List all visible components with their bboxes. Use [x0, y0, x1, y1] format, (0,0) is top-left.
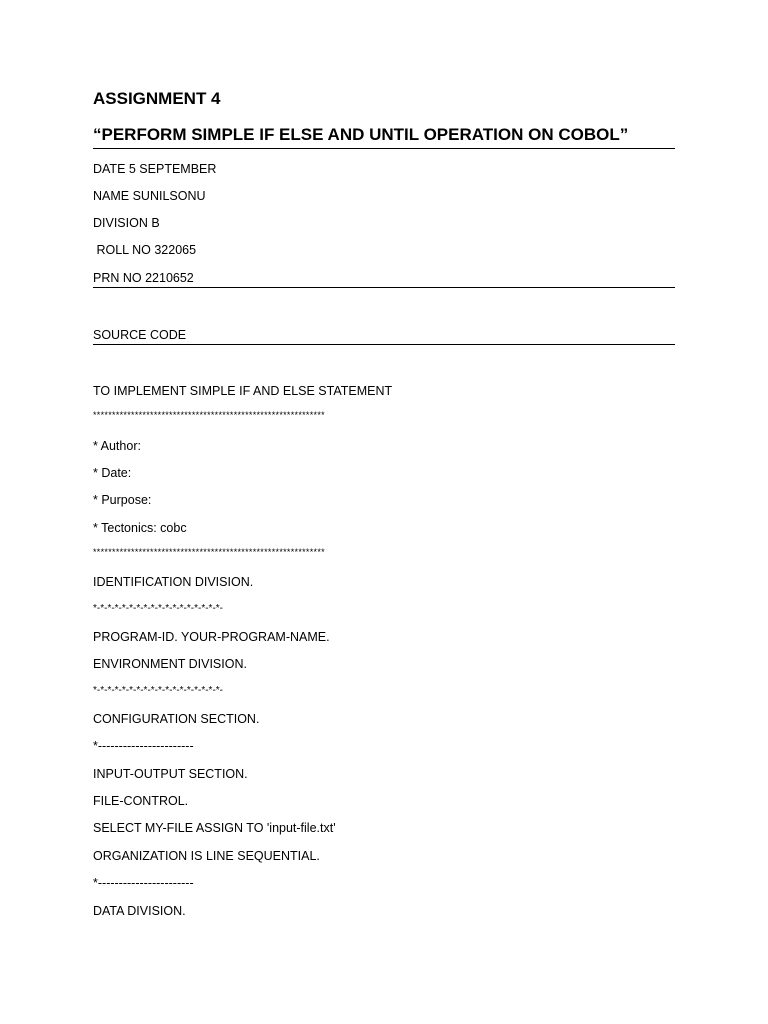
- code-date: * Date:: [93, 466, 132, 480]
- division-line: DIVISION B: [93, 216, 160, 230]
- code-author: * Author:: [93, 439, 141, 453]
- assignment-heading: ASSIGNMENT 4: [93, 89, 221, 108]
- code-data-division: DATA DIVISION.: [93, 904, 186, 918]
- code-file-control: FILE-CONTROL.: [93, 794, 189, 808]
- code-select: SELECT MY-FILE ASSIGN TO 'input-file.txt': [93, 821, 336, 835]
- code-dash-pattern-1: *-*-*-*-*-*-*-*-*-*-*-*-*-*-*-*-*-*-: [93, 603, 223, 614]
- code-organization: ORGANIZATION IS LINE SEQUENTIAL.: [93, 849, 320, 863]
- section-title: SOURCE CODE: [93, 328, 187, 342]
- prn-line: PRN NO 2210652: [93, 271, 194, 285]
- assignment-title: “PERFORM SIMPLE IF ELSE AND UNTIL OPERATION ON COBOL”: [93, 125, 629, 144]
- code-purpose: * Purpose:: [93, 493, 152, 507]
- name-line: NAME SUNILSONU: [93, 189, 206, 203]
- code-identification: IDENTIFICATION DIVISION.: [93, 575, 254, 589]
- code-input-output: INPUT-OUTPUT SECTION.: [93, 767, 248, 781]
- code-program-id: PROGRAM-ID. YOUR-PROGRAM-NAME.: [93, 630, 330, 644]
- code-star-line-2: *************************************************************: [93, 547, 325, 557]
- details-underline: [93, 287, 675, 288]
- section-underline: [93, 344, 675, 345]
- code-configuration: CONFIGURATION SECTION.: [93, 712, 260, 726]
- title-underline: [93, 148, 675, 149]
- code-environment: ENVIRONMENT DIVISION.: [93, 657, 247, 671]
- code-dash-line-2: *-----------------------: [93, 876, 194, 890]
- date-line: DATE 5 SEPTEMBER: [93, 162, 217, 176]
- code-dash-line-1: *-----------------------: [93, 739, 194, 753]
- code-star-line: *************************************************************: [93, 410, 325, 420]
- roll-line: ROLL NO 322065: [93, 243, 197, 257]
- code-intro: TO IMPLEMENT SIMPLE IF AND ELSE STATEMENT: [93, 384, 393, 398]
- code-tectonics: * Tectonics: cobc: [93, 521, 187, 535]
- code-dash-pattern-2: *-*-*-*-*-*-*-*-*-*-*-*-*-*-*-*-*-*-: [93, 685, 223, 696]
